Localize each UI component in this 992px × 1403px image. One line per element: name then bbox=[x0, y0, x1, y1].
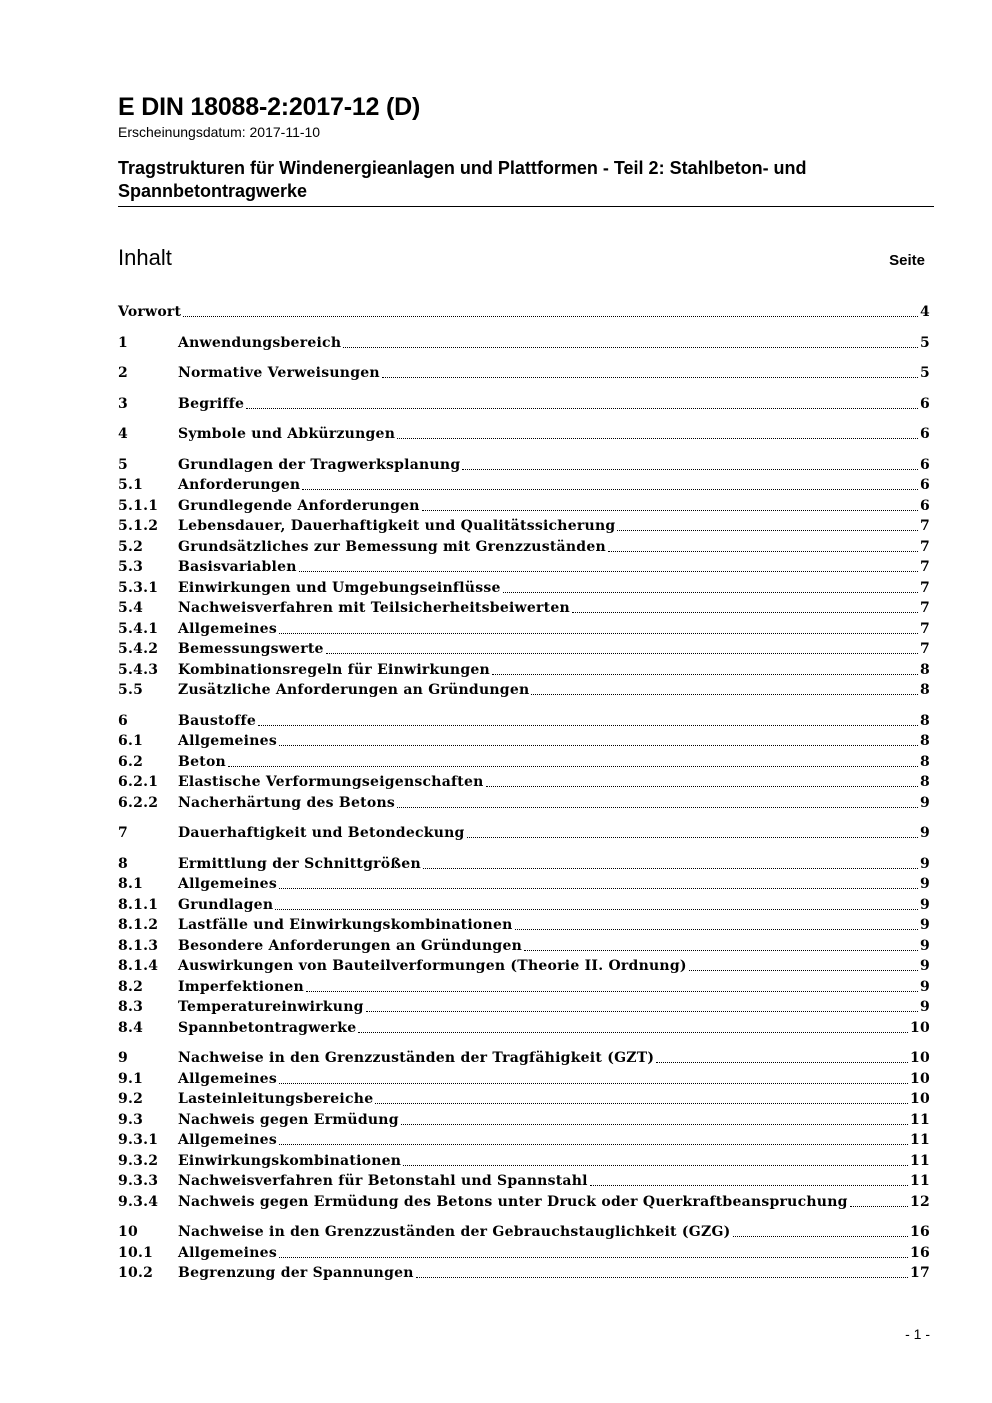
toc-entry-number: 9.2 bbox=[118, 1091, 144, 1107]
toc-dot-leader bbox=[375, 1103, 908, 1104]
toc-heading: Inhalt bbox=[118, 245, 172, 270]
toc-entry-page: 10 bbox=[910, 1050, 930, 1066]
toc-entry[interactable] bbox=[118, 823, 930, 843]
toc-entry-label: Normative Verweisungen bbox=[178, 365, 380, 381]
toc-entry-page: 9 bbox=[920, 876, 930, 892]
toc-dot-leader bbox=[397, 438, 918, 439]
toc-entry-page: 11 bbox=[910, 1173, 930, 1189]
toc-entry-label: Zusätzliche Anforderungen an Gründungen bbox=[178, 682, 530, 698]
toc-entry-label: Dauerhaftigkeit und Betondeckung bbox=[178, 825, 465, 841]
toc-dot-leader bbox=[299, 571, 918, 572]
toc-entry-page: 11 bbox=[910, 1111, 930, 1128]
toc-entry[interactable] bbox=[118, 496, 930, 516]
toc-entry[interactable] bbox=[118, 516, 930, 536]
toc-dot-leader bbox=[572, 612, 918, 613]
toc-entry-page: 8 bbox=[920, 774, 930, 790]
toc-entry-page: 5 bbox=[920, 365, 930, 381]
toc-dot-leader bbox=[617, 530, 918, 531]
toc-entry-number: 5.3 bbox=[118, 559, 144, 575]
toc-entry-label: Einwirkungen und Umgebungseinflüsse bbox=[178, 579, 501, 596]
toc-entry-page: 7 bbox=[920, 641, 930, 657]
toc-dot-leader bbox=[403, 1165, 908, 1166]
toc-entry[interactable] bbox=[118, 455, 930, 475]
toc-dot-leader bbox=[279, 888, 918, 889]
toc-entry-number: 5.5 bbox=[118, 682, 144, 698]
toc-dot-leader bbox=[492, 674, 918, 675]
toc-entry[interactable] bbox=[118, 639, 930, 659]
toc-entry-page: 8 bbox=[920, 682, 930, 698]
toc-entry[interactable] bbox=[118, 1069, 930, 1089]
toc-entry-page: 9 bbox=[920, 978, 930, 995]
toc-entry[interactable] bbox=[118, 598, 930, 618]
toc-entry-label: Begrenzung der Spannungen bbox=[178, 1265, 414, 1281]
toc-entry-label: Lasteinleitungsbereiche bbox=[178, 1091, 374, 1107]
toc-entry[interactable] bbox=[118, 557, 930, 577]
toc-entry-label: Allgemeines bbox=[178, 1132, 277, 1148]
toc-entry-page: 7 bbox=[920, 559, 930, 575]
toc-dot-leader bbox=[275, 909, 918, 910]
toc-entry[interactable] bbox=[118, 1192, 930, 1212]
toc-entry-number: 8.2 bbox=[118, 978, 144, 995]
toc-entry-page: 8 bbox=[920, 753, 930, 770]
toc-entry-number: 10 bbox=[118, 1224, 138, 1240]
toc-entry[interactable] bbox=[118, 578, 930, 598]
toc-entry[interactable] bbox=[118, 1018, 930, 1038]
toc-entry-page: 5 bbox=[920, 334, 930, 351]
toc-dot-leader bbox=[401, 1124, 908, 1125]
toc-entry-page: 7 bbox=[920, 579, 930, 596]
toc-dot-leader bbox=[416, 1277, 908, 1278]
toc-entry-page: 9 bbox=[920, 958, 930, 974]
toc-entry[interactable] bbox=[118, 915, 930, 935]
toc-entry-page: 16 bbox=[910, 1224, 930, 1240]
toc-entry[interactable] bbox=[118, 660, 930, 680]
document-title: Tragstrukturen für Windenergieanlagen und Plattformen - Teil 2: Stahlbeton- und Spannbetontragwerke bbox=[118, 158, 807, 201]
toc-entry-page: 12 bbox=[910, 1193, 930, 1210]
toc-entry-number: 6.2 bbox=[118, 753, 144, 770]
toc-entry-number: 8.4 bbox=[118, 1019, 144, 1036]
toc-dot-leader bbox=[382, 377, 918, 378]
toc-dot-leader bbox=[423, 868, 918, 869]
toc-dot-leader bbox=[228, 766, 918, 767]
toc-entry-number: 8.1.1 bbox=[118, 896, 159, 913]
toc-page-column-label: Seite bbox=[889, 252, 925, 269]
toc-entry-number: 6 bbox=[118, 712, 128, 729]
toc-entry-label: Vorwort bbox=[118, 304, 182, 320]
toc-dot-leader bbox=[343, 347, 918, 348]
toc-entry-label: Besondere Anforderungen an Gründungen bbox=[178, 937, 523, 954]
toc-entry[interactable] bbox=[118, 1243, 930, 1263]
toc-entry-page: 11 bbox=[910, 1152, 930, 1169]
toc-entry-number: 6.2.2 bbox=[118, 794, 159, 811]
toc-entry-label: Lebensdauer, Dauerhaftigkeit und Qualitätssicherung bbox=[178, 518, 616, 534]
toc-entry-number: 8.3 bbox=[118, 999, 144, 1015]
toc-entry-number: 8 bbox=[118, 855, 128, 872]
toc-dot-leader bbox=[524, 950, 918, 951]
toc-entry[interactable] bbox=[118, 1089, 930, 1109]
toc-entry-label: Allgemeines bbox=[178, 620, 277, 637]
toc-entry-page: 9 bbox=[920, 896, 930, 913]
toc-dot-leader bbox=[366, 1011, 918, 1012]
toc-entry[interactable] bbox=[118, 394, 930, 414]
toc-entry-number: 5.4.2 bbox=[118, 641, 159, 657]
toc-entry-page: 6 bbox=[920, 456, 930, 473]
toc-entry-number: 9.3.1 bbox=[118, 1132, 159, 1148]
toc-entry-label: Nacherhärtung des Betons bbox=[178, 794, 396, 811]
toc-entry-label: Grundlagen der Tragwerksplanung bbox=[178, 456, 461, 473]
toc-entry-number: 10.2 bbox=[118, 1265, 154, 1281]
toc-entry[interactable] bbox=[118, 1048, 930, 1068]
toc-dot-leader bbox=[608, 551, 918, 552]
toc-entry-page: 9 bbox=[920, 937, 930, 954]
toc-dot-leader bbox=[302, 489, 918, 490]
toc-dot-leader bbox=[850, 1206, 908, 1207]
toc-entry[interactable] bbox=[118, 711, 930, 731]
toc-entry-label: Anforderungen bbox=[178, 477, 301, 493]
toc-entry[interactable] bbox=[118, 997, 930, 1017]
toc-entry-number: 5.3.1 bbox=[118, 579, 159, 596]
toc-entry-number: 9.3 bbox=[118, 1111, 144, 1128]
toc-dot-leader bbox=[689, 970, 918, 971]
toc-entry-page: 8 bbox=[920, 712, 930, 729]
toc-entry[interactable] bbox=[118, 1151, 930, 1171]
toc-entry-page: 7 bbox=[920, 538, 930, 555]
header-divider bbox=[118, 206, 934, 207]
toc-entry[interactable] bbox=[118, 895, 930, 915]
toc-entry[interactable] bbox=[118, 537, 930, 557]
toc-entry[interactable] bbox=[118, 793, 930, 813]
toc-dot-leader bbox=[306, 991, 918, 992]
toc-entry-number: 5.2 bbox=[118, 538, 144, 555]
toc-entry[interactable] bbox=[118, 333, 930, 353]
toc-entry-number: 9.3.4 bbox=[118, 1193, 159, 1210]
toc-dot-leader bbox=[183, 316, 918, 317]
toc-entry-label: Anwendungsbereich bbox=[178, 334, 342, 351]
toc-dot-leader bbox=[486, 786, 918, 787]
toc-entry-page: 7 bbox=[920, 600, 930, 616]
toc-entry-label: Kombinationsregeln für Einwirkungen bbox=[178, 661, 490, 678]
toc-entry[interactable] bbox=[118, 302, 930, 322]
toc-entry-page: 6 bbox=[920, 395, 930, 412]
toc-entry-number: 8.1 bbox=[118, 876, 144, 892]
toc-dot-leader bbox=[258, 725, 918, 726]
toc-entry-page: 10 bbox=[910, 1019, 930, 1036]
document-header bbox=[118, 93, 934, 203]
toc-dot-leader bbox=[656, 1062, 908, 1063]
toc-entry-number: 5.4 bbox=[118, 600, 144, 616]
toc-entry[interactable] bbox=[118, 475, 930, 495]
toc-entry[interactable] bbox=[118, 680, 930, 700]
toc-entry-label: Grundsätzliches zur Bemessung mit Grenzzuständen bbox=[178, 538, 606, 555]
toc-entry-label: Grundlegende Anforderungen bbox=[178, 497, 420, 514]
toc-entry-page: 9 bbox=[920, 999, 930, 1015]
toc-entry-label: Beton bbox=[178, 753, 226, 770]
toc-dot-leader bbox=[467, 837, 918, 838]
toc-dot-leader bbox=[462, 469, 918, 470]
toc-entry-label: Allgemeines bbox=[178, 876, 277, 892]
toc-entry-number: 8.1.2 bbox=[118, 917, 159, 933]
toc-entry-number: 5 bbox=[118, 456, 128, 473]
toc-entry-page: 6 bbox=[920, 426, 930, 442]
toc-entry-number: 2 bbox=[118, 365, 128, 381]
toc-entry-page: 4 bbox=[920, 304, 930, 320]
toc-entry[interactable] bbox=[118, 1130, 930, 1150]
toc-entry-label: Allgemeines bbox=[178, 1070, 277, 1087]
toc-entry-page: 7 bbox=[920, 620, 930, 637]
toc-entry[interactable] bbox=[118, 619, 930, 639]
toc-entry-number: 1 bbox=[118, 334, 128, 351]
toc-entry-number: 8.1.4 bbox=[118, 958, 159, 974]
toc-entry-number: 3 bbox=[118, 395, 128, 412]
toc-entry-label: Imperfektionen bbox=[178, 978, 304, 995]
toc-entry[interactable] bbox=[118, 1171, 930, 1191]
toc-dot-leader bbox=[397, 807, 918, 808]
toc-entry-label: Allgemeines bbox=[178, 733, 277, 749]
toc-entry-label: Symbole und Abkürzungen bbox=[178, 426, 396, 442]
toc-entry-label: Basisvariablen bbox=[178, 559, 297, 575]
toc-entry-number: 5.4.3 bbox=[118, 661, 159, 678]
toc-entry[interactable] bbox=[118, 854, 930, 874]
toc-entry[interactable] bbox=[118, 731, 930, 751]
toc-entry-number: 5.1.2 bbox=[118, 518, 159, 534]
toc-entry-label: Begriffe bbox=[178, 395, 245, 412]
toc-entry-label: Nachweise in den Grenzzuständen der Gebrauchstauglichkeit (GZG) bbox=[178, 1224, 731, 1240]
toc-entry-number: 8.1.3 bbox=[118, 937, 159, 954]
toc-entry-number: 5.1 bbox=[118, 477, 144, 493]
toc-entry-label: Lastfälle und Einwirkungskombinationen bbox=[178, 917, 513, 933]
toc-entry-page: 17 bbox=[910, 1265, 930, 1281]
toc-entry-label: Nachweis gegen Ermüdung bbox=[178, 1111, 399, 1128]
toc-entry-page: 7 bbox=[920, 518, 930, 534]
toc-entry-label: Nachweisverfahren mit Teilsicherheitsbeiwerten bbox=[178, 600, 570, 616]
toc-entry-label: Nachweisverfahren für Betonstahl und Spannstahl bbox=[178, 1173, 588, 1189]
toc-dot-leader bbox=[503, 592, 918, 593]
toc-entry[interactable] bbox=[118, 1110, 930, 1130]
toc-entry-number: 4 bbox=[118, 426, 128, 442]
toc-entry[interactable] bbox=[118, 752, 930, 772]
document-id: E DIN 18088-2:2017-12 (D) bbox=[118, 93, 421, 121]
toc-entry[interactable] bbox=[118, 363, 930, 383]
toc-dot-leader bbox=[733, 1236, 908, 1237]
toc-entry-label: Baustoffe bbox=[178, 712, 256, 729]
toc-entry-number: 6.1 bbox=[118, 733, 144, 749]
toc-entry[interactable] bbox=[118, 424, 930, 444]
toc-dot-leader bbox=[279, 1144, 908, 1145]
toc-entry-page: 8 bbox=[920, 661, 930, 678]
toc-entry-label: Temperatureinwirkung bbox=[178, 999, 364, 1015]
toc-entry-label: Spannbetontragwerke bbox=[178, 1019, 357, 1036]
toc-entry-page: 9 bbox=[920, 917, 930, 933]
toc-entry-number: 9.3.2 bbox=[118, 1152, 159, 1169]
toc-entry-number: 5.4.1 bbox=[118, 620, 159, 637]
toc-entry-number: 7 bbox=[118, 825, 128, 841]
toc-entry-number: 9.1 bbox=[118, 1070, 144, 1087]
toc-entry-label: Nachweise in den Grenzzuständen der Tragfähigkeit (GZT) bbox=[178, 1050, 655, 1066]
toc-dot-leader bbox=[246, 408, 918, 409]
toc-entry-label: Bemessungswerte bbox=[178, 641, 324, 657]
toc-dot-leader bbox=[279, 633, 918, 634]
toc-dot-leader bbox=[279, 745, 918, 746]
toc-entry-page: 8 bbox=[920, 733, 930, 749]
toc-entry-page: 9 bbox=[920, 794, 930, 811]
toc-dot-leader bbox=[590, 1185, 908, 1186]
toc-entry-page: 11 bbox=[910, 1132, 930, 1148]
publication-date: Erscheinungsdatum: 2017-11-10 bbox=[118, 124, 321, 140]
toc-entry[interactable] bbox=[118, 874, 930, 894]
toc-dot-leader bbox=[422, 510, 918, 511]
toc-entry[interactable] bbox=[118, 977, 930, 997]
toc-entry-page: 10 bbox=[910, 1091, 930, 1107]
toc-entry[interactable] bbox=[118, 956, 930, 976]
toc-dot-leader bbox=[326, 653, 918, 654]
toc-dot-leader bbox=[515, 929, 918, 930]
toc-entry-label: Nachweis gegen Ermüdung des Betons unter Druck oder Querkraftbeanspruchung bbox=[178, 1193, 848, 1210]
toc-entry-number: 6.2.1 bbox=[118, 774, 159, 790]
toc-entry-number: 9.3.3 bbox=[118, 1173, 159, 1189]
toc-entry-label: Einwirkungskombinationen bbox=[178, 1152, 402, 1169]
page-number: - 1 - bbox=[905, 1326, 930, 1342]
toc-entry-label: Ermittlung der Schnittgrößen bbox=[178, 855, 421, 872]
toc-entry-page: 16 bbox=[910, 1244, 930, 1261]
toc-entry-label: Elastische Verformungseigenschaften bbox=[178, 774, 484, 790]
toc-entry-page: 10 bbox=[910, 1070, 930, 1087]
toc-entry[interactable] bbox=[118, 772, 930, 792]
toc-entry-number: 9 bbox=[118, 1050, 128, 1066]
toc-dot-leader bbox=[279, 1257, 908, 1258]
toc-entry-number: 5.1.1 bbox=[118, 497, 159, 514]
toc-entry-number: 10.1 bbox=[118, 1244, 154, 1261]
toc-entry-label: Allgemeines bbox=[178, 1244, 277, 1261]
toc-entry-page: 9 bbox=[920, 825, 930, 841]
toc-dot-leader bbox=[279, 1083, 908, 1084]
toc-entry-label: Grundlagen bbox=[178, 896, 274, 913]
toc-dot-leader bbox=[531, 694, 918, 695]
toc-entry-label: Auswirkungen von Bauteilverformungen (Theorie II. Ordnung) bbox=[178, 958, 687, 974]
toc-entry-page: 6 bbox=[920, 477, 930, 493]
toc-entry[interactable] bbox=[118, 1222, 930, 1242]
toc-entry-page: 6 bbox=[920, 497, 930, 514]
toc-entry-page: 9 bbox=[920, 855, 930, 872]
toc-dot-leader bbox=[358, 1032, 908, 1033]
toc-entry[interactable] bbox=[118, 1263, 930, 1283]
toc-entry[interactable] bbox=[118, 936, 930, 956]
